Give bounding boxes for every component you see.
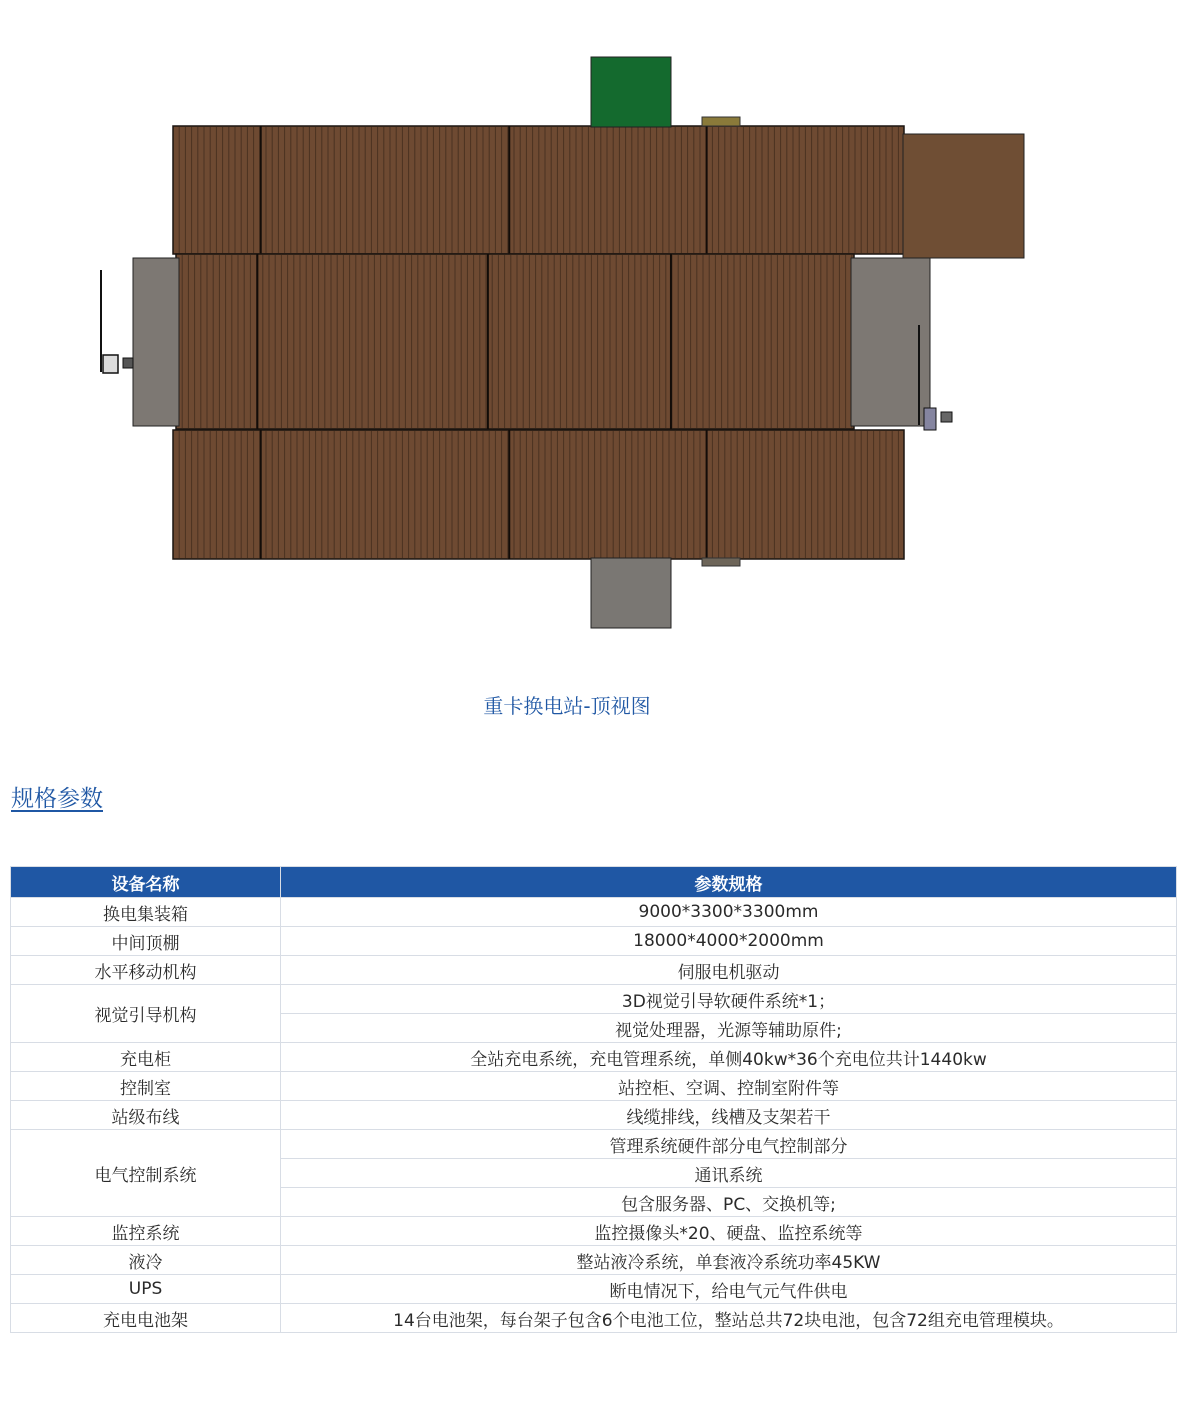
figure-caption: 重卡换电站-顶视图 xyxy=(483,694,651,718)
left-camera-unit xyxy=(103,355,118,373)
header-spec: 参数规格 xyxy=(281,867,1177,898)
spec-value-cell: 通讯系统 xyxy=(281,1159,1177,1188)
end-bay-left xyxy=(133,258,179,426)
spec-value-cell: 全站充电系统，充电管理系统，单侧40kw*36个充电位共计1440kw xyxy=(281,1043,1177,1072)
spec-value-cell: 3D视觉引导软硬件系统*1； xyxy=(281,985,1177,1014)
right-camera-unit xyxy=(924,408,936,430)
table-row xyxy=(11,1043,1177,1072)
table-row xyxy=(11,956,1177,985)
spec-table-body xyxy=(11,898,1177,1333)
header-equipment-name: 设备名称 xyxy=(11,867,281,898)
spec-table-header xyxy=(11,867,1177,898)
equipment-name-cell: 充电柜 xyxy=(11,1043,281,1072)
spec-value-cell: 视觉处理器，光源等辅助原件; xyxy=(281,1014,1177,1043)
roof-slats xyxy=(173,126,904,559)
equipment-name-cell: 电气控制系统 xyxy=(11,1130,281,1217)
equipment-name-cell: 控制室 xyxy=(11,1072,281,1101)
spec-value-cell: 站控柜、空调、控制室附件等 xyxy=(281,1072,1177,1101)
control-room-green xyxy=(591,57,671,127)
table-row xyxy=(11,1275,1177,1304)
section-title-specs[interactable]: 规格参数 xyxy=(11,786,103,812)
spec-value-cell: 包含服务器、PC、交换机等; xyxy=(281,1188,1177,1217)
left-camera-head xyxy=(123,358,133,368)
right-camera-head xyxy=(941,412,952,422)
spec-value-cell: 9000*3300*3300mm xyxy=(281,898,1177,927)
station-top-view-drawing xyxy=(0,0,1200,680)
equipment-name-cell: 站级布线 xyxy=(11,1101,281,1130)
spec-value-cell: 断电情况下，给电气元气件供电 xyxy=(281,1275,1177,1304)
spec-value-cell: 监控摄像头*20、硬盘、监控系统等 xyxy=(281,1217,1177,1246)
spec-value-cell: 14台电池架，每台架子包含6个电池工位，整站总共72块电池，包含72组充电管理模块。 xyxy=(281,1304,1177,1333)
top-strip xyxy=(702,117,740,126)
equipment-room-grey xyxy=(591,558,671,628)
spec-value-cell: 18000*4000*2000mm xyxy=(281,927,1177,956)
equipment-name-cell: 充电电池架 xyxy=(11,1304,281,1333)
spec-value-cell: 整站液冷系统，单套液冷系统功率45KW xyxy=(281,1246,1177,1275)
spec-table xyxy=(10,866,1177,1333)
equipment-name-cell: 换电集装箱 xyxy=(11,898,281,927)
spec-value-cell: 线缆排线，线槽及支架若干 xyxy=(281,1101,1177,1130)
table-row xyxy=(11,1130,1177,1159)
table-row xyxy=(11,1304,1177,1333)
equipment-name-cell: 视觉引导机构 xyxy=(11,985,281,1043)
table-row xyxy=(11,898,1177,927)
spec-value-cell: 伺服电机驱动 xyxy=(281,956,1177,985)
equipment-name-cell: UPS xyxy=(11,1275,281,1304)
table-row xyxy=(11,1072,1177,1101)
table-row xyxy=(11,985,1177,1014)
equipment-name-cell: 水平移动机构 xyxy=(11,956,281,985)
equipment-name-cell: 中间顶棚 xyxy=(11,927,281,956)
equipment-name-cell: 液冷 xyxy=(11,1246,281,1275)
table-row xyxy=(11,1101,1177,1130)
equipment-name-cell: 监控系统 xyxy=(11,1217,281,1246)
table-row xyxy=(11,1246,1177,1275)
table-row xyxy=(11,927,1177,956)
annex-block xyxy=(903,134,1024,258)
spec-value-cell: 管理系统硬件部分电气控制部分 xyxy=(281,1130,1177,1159)
bottom-strip xyxy=(702,558,740,566)
table-row xyxy=(11,1217,1177,1246)
